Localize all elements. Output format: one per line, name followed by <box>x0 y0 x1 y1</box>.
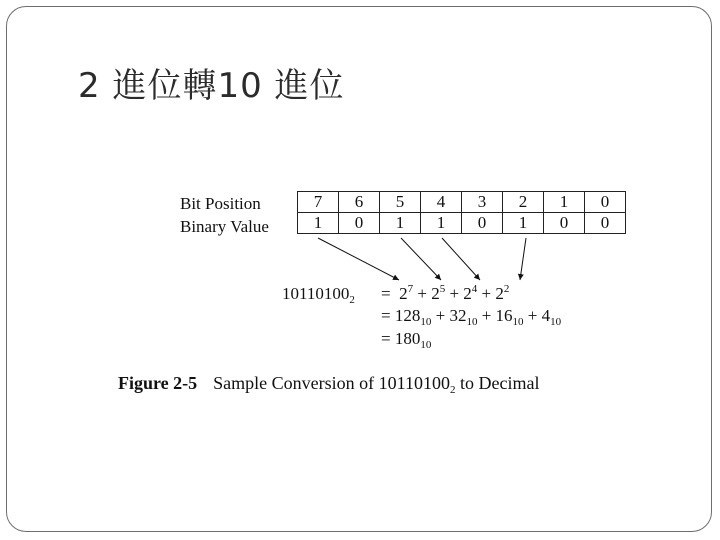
binary-number-base: 2 <box>349 294 355 306</box>
bit-position-cell: 0 <box>585 192 626 213</box>
decimal-term: 16 <box>495 306 513 325</box>
power-base: 2 <box>463 284 472 303</box>
decimal-base: 10 <box>466 316 478 328</box>
plus-sign: + <box>481 284 492 303</box>
decimal-base: 10 <box>420 316 432 328</box>
binary-value-cell: 0 <box>585 213 626 234</box>
decimal-sum-line <box>381 306 561 326</box>
arrow-bit5 <box>401 238 441 280</box>
bit-position-cell: 4 <box>421 192 462 213</box>
caption-text: Sample Conversion of 10110100 <box>213 373 450 393</box>
plus-sign: + <box>481 306 492 325</box>
equals-sign: = <box>381 306 391 325</box>
binary-value-label: Binary Value <box>180 217 269 236</box>
bit-position-label: Bit Position <box>180 194 261 213</box>
power-base: 2 <box>495 284 504 303</box>
binary-value-cell: 1 <box>380 213 421 234</box>
binary-value-cell: 1 <box>503 213 544 234</box>
decimal-term: 128 <box>394 306 421 325</box>
decimal-term: 4 <box>541 306 551 325</box>
caption-suffix: to Decimal <box>459 373 540 393</box>
decimal-base: 10 <box>512 316 524 328</box>
decimal-result: 180 <box>394 329 421 348</box>
binary-number-digits: 10110100 <box>282 284 350 303</box>
power-exponent: 2 <box>503 283 510 295</box>
bit-position-cell: 5 <box>380 192 421 213</box>
power-exponent: 7 <box>407 283 414 295</box>
arrow-bit7 <box>318 238 399 280</box>
result-line <box>381 329 431 349</box>
bit-position-cell: 3 <box>462 192 503 213</box>
decimal-term: 32 <box>449 306 467 325</box>
decimal-base: 10 <box>550 316 562 328</box>
equals-sign: = <box>381 329 391 348</box>
binary-value-cell: 1 <box>421 213 462 234</box>
arrow-bit4 <box>442 238 480 280</box>
binary-number <box>282 284 355 304</box>
plus-sign: + <box>449 284 460 303</box>
figure-caption <box>118 373 539 394</box>
power-base: 2 <box>399 284 408 303</box>
plus-sign: + <box>435 306 446 325</box>
arrow-bit2 <box>520 238 526 280</box>
slide-title: 2 進位轉10 進位 <box>78 66 345 106</box>
caption-label: Figure 2-5 <box>118 373 198 393</box>
binary-value-cell: 0 <box>339 213 380 234</box>
bit-position-cell: 2 <box>503 192 544 213</box>
decimal-result-base: 10 <box>420 339 432 351</box>
binary-value-cell: 0 <box>462 213 503 234</box>
caption-base: 2 <box>449 384 456 396</box>
binary-value-cell: 0 <box>544 213 585 234</box>
power-exponent: 5 <box>439 283 446 295</box>
bit-position-cell: 1 <box>544 192 585 213</box>
equals-sign: = <box>381 284 391 303</box>
power-exponent: 4 <box>471 283 478 295</box>
plus-sign: + <box>527 306 538 325</box>
power-base: 2 <box>431 284 440 303</box>
bit-position-cell: 6 <box>339 192 380 213</box>
plus-sign: + <box>417 284 427 303</box>
bit-position-cell: 7 <box>298 192 339 213</box>
expansion-line <box>381 284 509 304</box>
binary-value-cell: 1 <box>298 213 339 234</box>
